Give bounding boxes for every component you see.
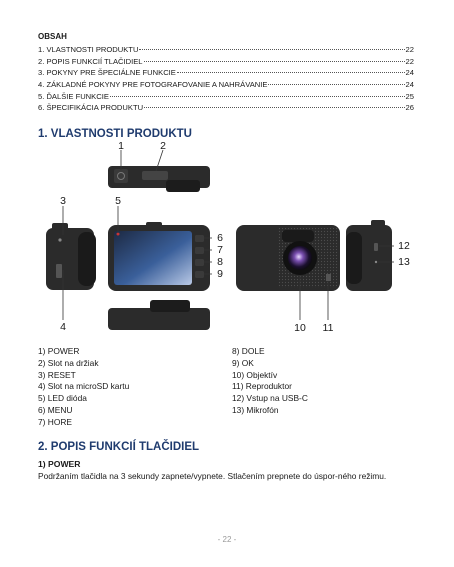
list-item: 12) Vstup na USB-C <box>232 393 308 404</box>
toc-entry[interactable] <box>38 67 414 79</box>
toc-entry-label: 3. POKYNY PRE ŠPECIÁLNE FUNKCIE <box>38 68 176 78</box>
toc-entry-page: 24 <box>405 68 414 78</box>
down-button-icon <box>195 259 204 266</box>
toc-entry[interactable] <box>38 56 414 68</box>
menu-button-icon <box>195 235 204 242</box>
right-side-view <box>346 220 410 291</box>
toc-entry-label: 4. ZÁKLADNÉ POKYNY PRE FOTOGRAFOVANIE A NAHRÁVANIE <box>38 80 268 90</box>
toc-entry-label: 2. POPIS FUNKCIÍ TLAČIDIEL <box>38 56 143 66</box>
reset-button-icon <box>58 238 61 241</box>
bottom-view <box>108 300 210 330</box>
toc-leader <box>177 72 405 73</box>
list-item: 8) DOLE <box>232 346 265 356</box>
speaker-icon <box>326 274 331 281</box>
mount-slot-icon <box>142 171 168 180</box>
toc-entry[interactable] <box>38 102 414 114</box>
power-description: Podržaním tlačidla na 3 sekundy zapnete/vypnete. Stlačením prepnete do úspor-ného režimu. <box>38 471 387 481</box>
up-button-icon <box>195 247 204 254</box>
ok-button-icon <box>195 271 204 278</box>
list-item: 9) OK <box>232 357 254 368</box>
callout-11: 11 <box>322 322 334 334</box>
front-view <box>236 225 340 334</box>
list-item: 11) Reproduktor <box>232 381 292 392</box>
list-item: 1) POWER <box>38 346 80 356</box>
display-screen <box>114 231 192 285</box>
top-view <box>108 140 210 192</box>
back-view <box>108 195 223 291</box>
callout-8: 8 <box>217 256 223 268</box>
callout-4: 4 <box>60 321 66 333</box>
callout-12: 12 <box>398 240 410 252</box>
list-item: 3) RESET <box>38 369 76 380</box>
dashcam-diagram <box>38 140 414 340</box>
parts-list-left <box>38 346 129 429</box>
callout-13: 13 <box>398 256 410 268</box>
toc-leader <box>139 49 404 50</box>
toc-entry-page: 25 <box>405 91 414 101</box>
callout-5: 5 <box>115 195 121 207</box>
callout-1: 1 <box>118 140 124 152</box>
parts-list-right <box>232 346 308 417</box>
toc-entry-page: 22 <box>405 56 414 66</box>
list-item: 5) LED dióda <box>38 393 87 404</box>
list-item: 7) HORE <box>38 416 72 427</box>
toc-leader <box>144 61 405 62</box>
list-item: 4) Slot na microSD kartu <box>38 381 130 392</box>
microphone-icon <box>375 261 377 263</box>
callout-6: 6 <box>217 232 223 244</box>
power-button-icon <box>114 169 128 183</box>
toc-entry-page: 26 <box>405 103 414 113</box>
toc-entry-label: 5. ĎALŠIE FUNKCIE <box>38 91 109 101</box>
camera-lens-icon <box>288 246 312 270</box>
toc-entry-label: 1. VLASTNOSTI PRODUKTU <box>38 45 139 54</box>
list-item: 13) Mikrofón <box>232 404 279 415</box>
section-heading-button-functions: 2. POPIS FUNKCIÍ TLAČIDIEL <box>38 441 200 453</box>
toc-entry-label: 6. ŠPECIFIKÁCIA PRODUKTU <box>38 103 144 113</box>
toc-leader <box>268 84 404 85</box>
toc-leader <box>110 96 405 97</box>
callout-7: 7 <box>217 244 223 256</box>
section-heading-product-features: 1. VLASTNOSTI PRODUKTU <box>38 128 192 140</box>
power-subheading: 1) POWER <box>38 459 81 469</box>
toc-title: OBSAH <box>38 32 67 41</box>
toc-entry[interactable] <box>38 44 414 56</box>
callout-9: 9 <box>217 268 223 280</box>
usb-c-port-icon <box>374 243 378 251</box>
callout-2: 2 <box>160 140 166 152</box>
list-item: 6) MENU <box>38 404 73 415</box>
list-item: 2) Slot na držiak <box>38 357 99 368</box>
callout-10: 10 <box>294 322 306 334</box>
table-of-contents <box>38 44 414 114</box>
toc-leader <box>144 107 404 108</box>
callout-3: 3 <box>60 195 66 207</box>
toc-entry-page: 22 <box>405 45 414 54</box>
toc-entry[interactable] <box>38 91 414 103</box>
toc-entry[interactable] <box>38 79 414 91</box>
list-item: 10) Objektív <box>232 369 278 380</box>
left-side-view <box>46 195 96 333</box>
microsd-slot-icon <box>56 264 62 278</box>
toc-entry-page: 24 <box>405 80 414 90</box>
page-number: - 22 - <box>217 535 237 544</box>
